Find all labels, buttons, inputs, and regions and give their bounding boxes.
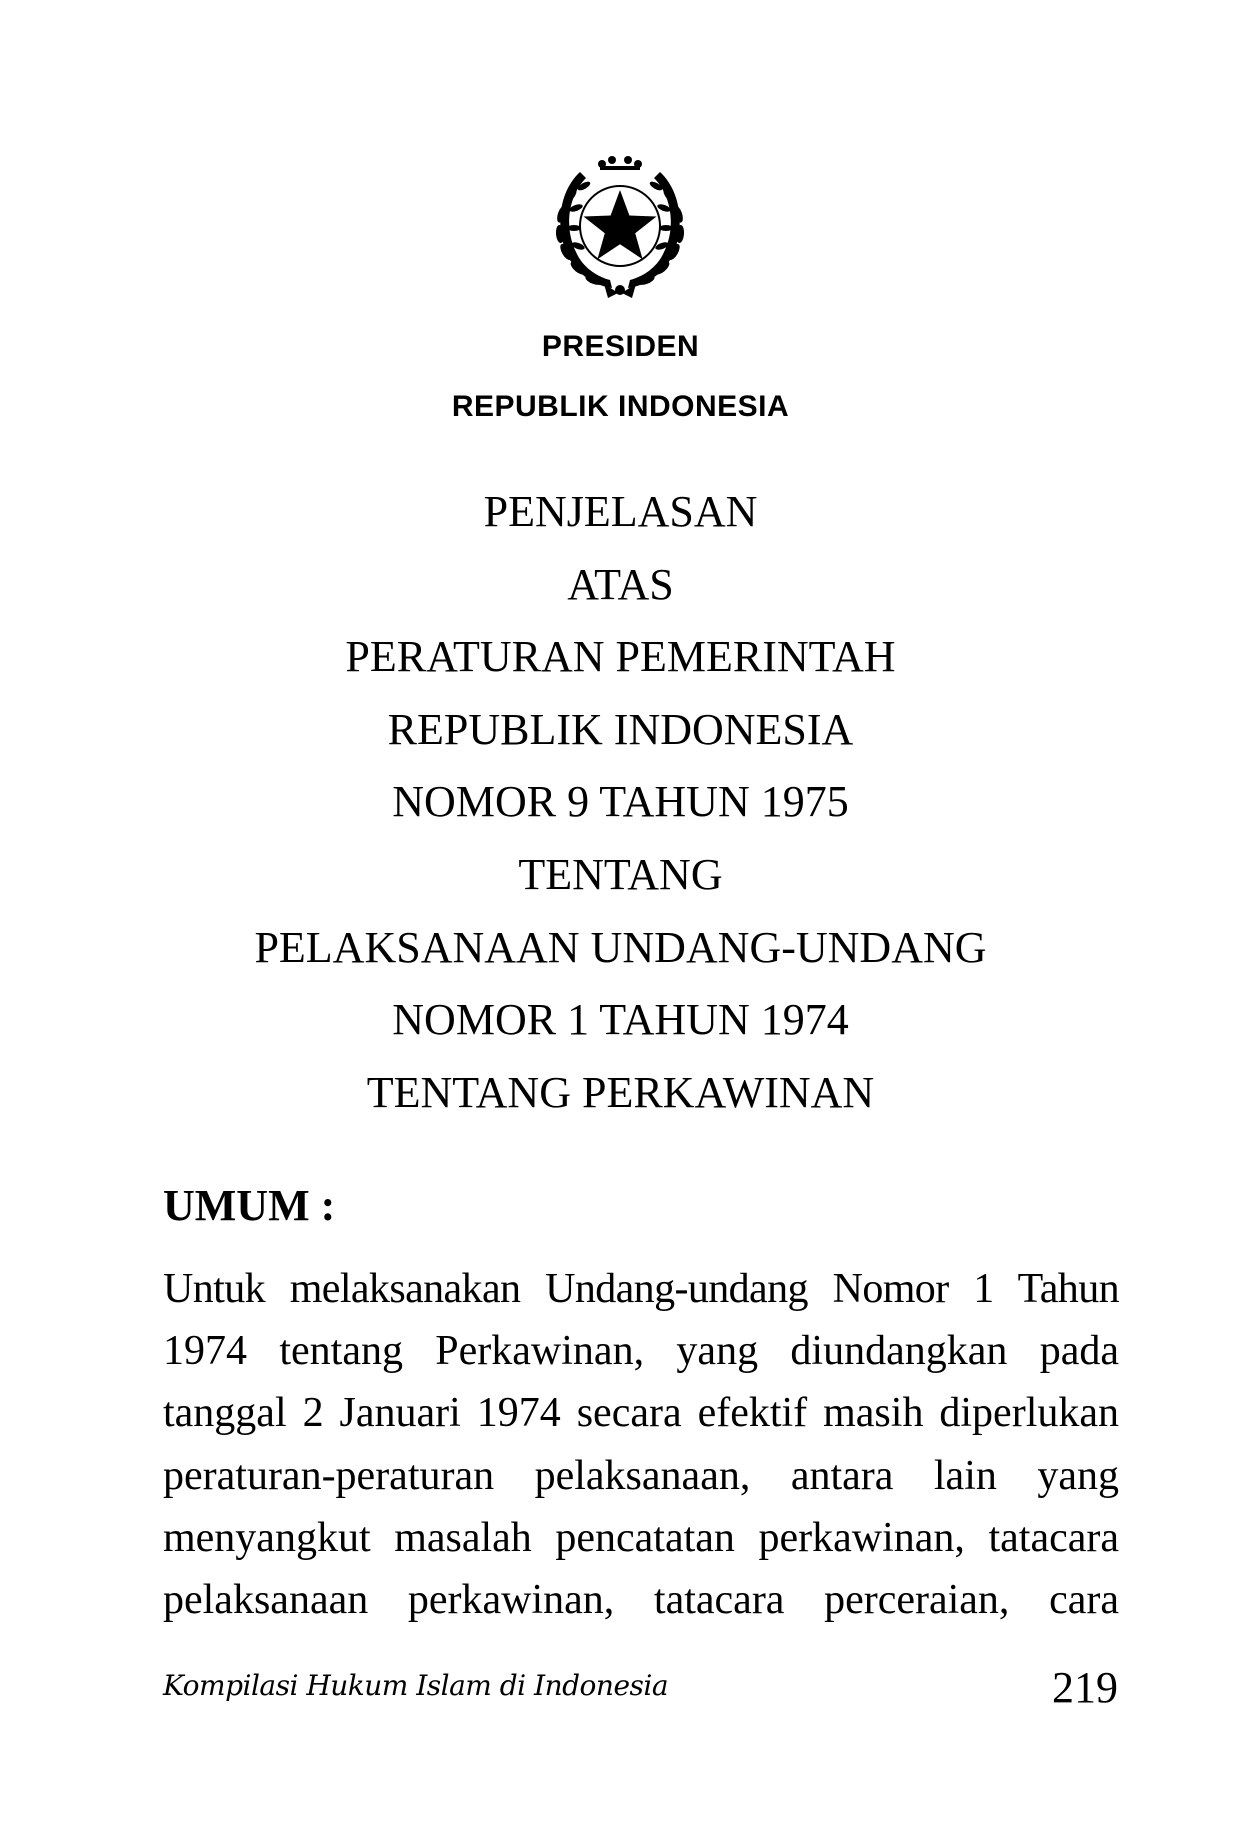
title-line: REPUBLIK INDONESIA: [387, 704, 854, 754]
body-line: tanggal 2 Januari 1974 secara efektif masih diperlukan: [163, 1390, 1119, 1437]
title-line: ATAS: [567, 559, 674, 609]
body-line: 1974 tentang Perkawinan, yang diundangkan pada: [163, 1328, 1119, 1375]
title-line: PENJELASAN: [483, 487, 758, 536]
body-line: menyangkut masalah pencatatan perkawinan, tatacara: [163, 1514, 1119, 1561]
section-heading-umum: UMUM :: [163, 1181, 336, 1230]
page-number: 219: [1052, 1663, 1118, 1712]
document-title: [0, 476, 1241, 1129]
title-line: NOMOR 1 TAHUN 1974: [392, 995, 849, 1045]
title-line: NOMOR 9 TAHUN 1975: [392, 777, 849, 827]
body-paragraph: [163, 1258, 1119, 1631]
title-line: TENTANG PERKAWINAN: [366, 1067, 875, 1117]
title-line: PERATURAN PEMERINTAH: [345, 632, 896, 682]
title-line: PELAKSANAAN UNDANG-UNDANG: [254, 922, 987, 972]
title-line: TENTANG: [518, 849, 723, 899]
body-line: Untuk melaksanakan Undang-undang Nomor 1 Tahun: [163, 1266, 1119, 1312]
header-presiden: PRESIDEN: [541, 330, 700, 363]
footer-book-title: Kompilasi Hukum Islam di Indonesia: [163, 1669, 669, 1702]
header-republik-indonesia: REPUBLIK INDONESIA: [451, 390, 790, 423]
presidential-emblem-icon: [540, 152, 700, 302]
body-line: peraturan-peraturan pelaksanaan, antara lain yang: [163, 1452, 1119, 1499]
body-line: pelaksanaan perkawinan, tatacara perceraian, cara: [163, 1576, 1119, 1623]
